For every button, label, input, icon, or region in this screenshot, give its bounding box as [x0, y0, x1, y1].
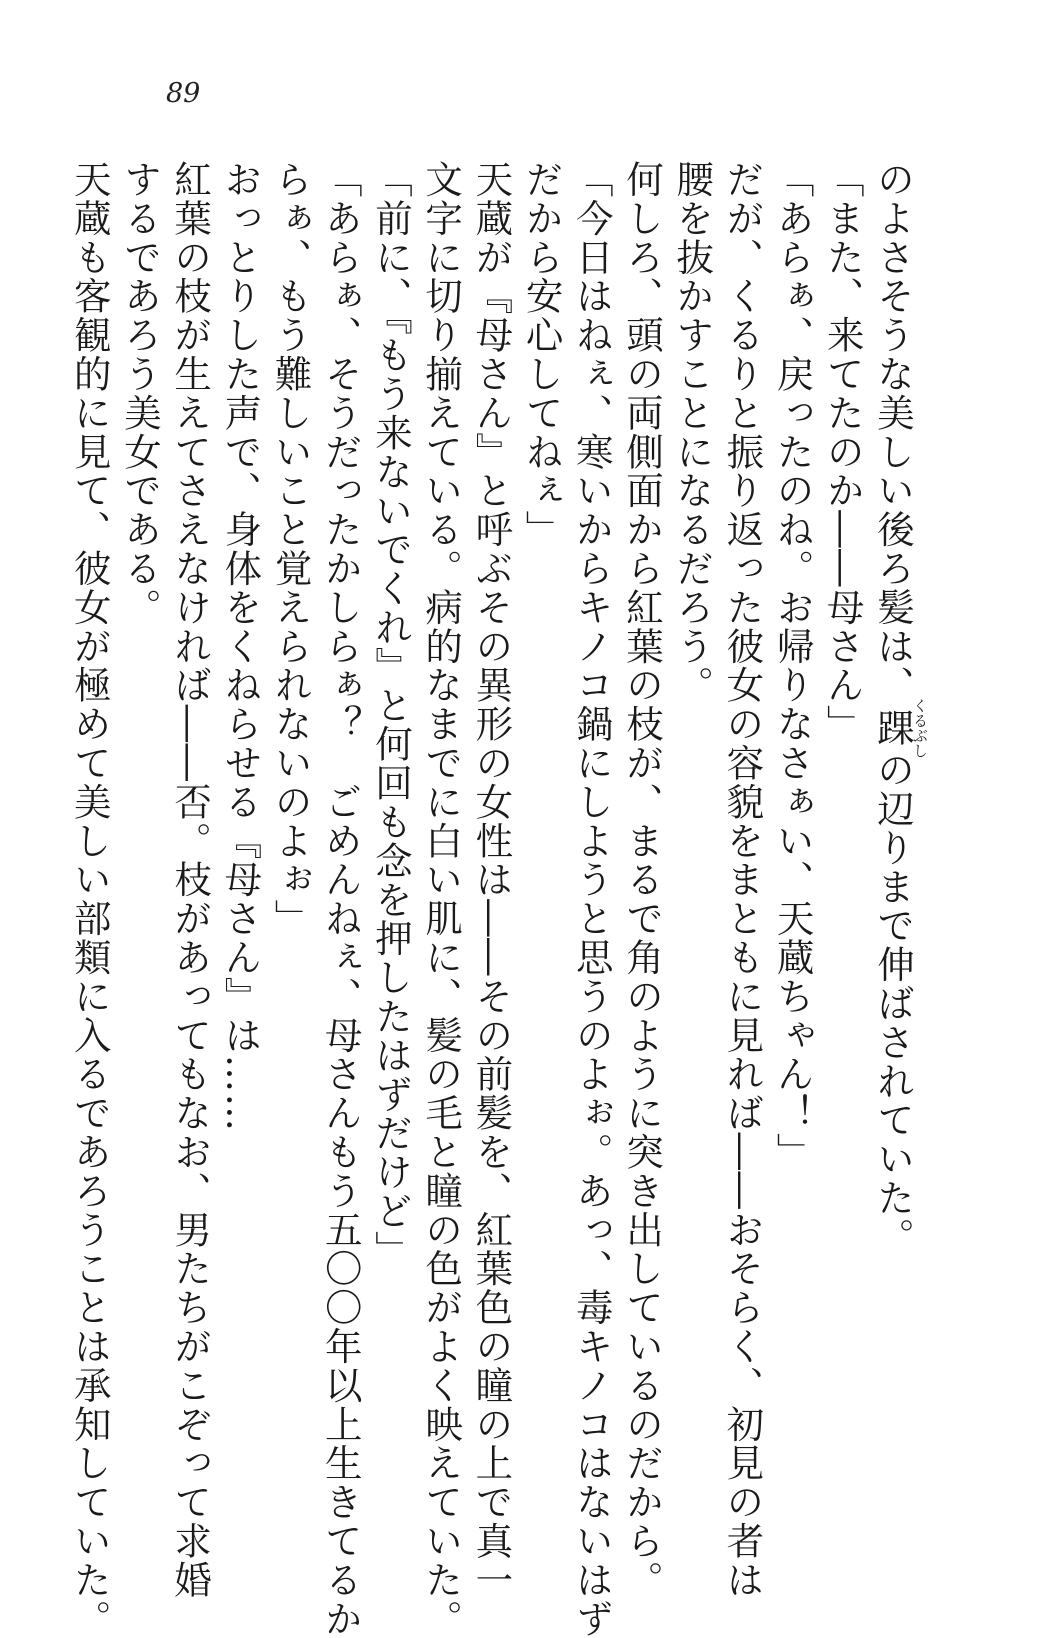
ruby-reading: くるぶし — [911, 697, 929, 758]
text-line-3: 「あらぁ、戻ったのね。お帰りなさぁい、天蔵ちゃん！」 — [770, 160, 815, 1172]
text-line-6: 何しろ、頭の両側面から紅葉の枝が、まるで角のように突き出しているのだから。 — [619, 160, 664, 1600]
page-number: 89 — [166, 78, 201, 109]
text-line-14: おっとりした声で、身体をくねらせる『母さん』は…… — [218, 160, 263, 1133]
text-line-9: 天蔵が『母さん』と呼ぶその異形の女性は――その前髪を、紅葉色の瞳の上で真一 — [469, 160, 514, 1600]
ruby-annotation — [871, 697, 929, 758]
text-segment: のよさそうな美しい後ろ髪は、 — [871, 160, 915, 705]
text-line-1 — [868, 160, 928, 1400]
text-segment: の辺りまで伸ばされていた。 — [871, 750, 915, 1257]
text-line-16: するであろう美女である。 — [117, 160, 162, 627]
ruby-base: 踝 — [871, 697, 915, 758]
vertical-text-body — [67, 160, 929, 1638]
text-line-12: 「あらぁ、そうだったかしらぁ？ ごめんねぇ、母さんもう五〇〇年以上生きてるか — [318, 160, 363, 1638]
text-line-10: 文字に切り揃えている。病的なまでに白い肌に、髪の毛と瞳の色がよく映えていた。 — [419, 160, 464, 1638]
text-line-15: 紅葉の枝が生えてさえなければ――否。枝があってもなお、男たちがこぞって求婚 — [168, 160, 213, 1600]
text-line-8: だから安心してねぇ」 — [519, 160, 564, 549]
text-line-11: 「前に、『もう来ないでくれ』と何回も念を押したはずだけど」 — [368, 160, 413, 1270]
text-line-7: 「今日はねぇ、寒いからキノコ鍋にしようと思うのよぉ。あっ、毒キノコはないはず — [569, 160, 614, 1638]
text-line-2: 「また、来てたのか――母さん」 — [820, 160, 865, 744]
text-line-17: 天蔵も客観的に見て、彼女が極めて美しい部類に入るであろうことは承知していた。 — [67, 160, 112, 1638]
text-line-13: らぁ、もう難しいこと覚えられないのよぉ」 — [268, 160, 313, 938]
text-line-5: 腰を抜かすことになるだろう。 — [670, 160, 715, 705]
text-line-4: だが、くるりと振り返った彼女の容貌をまともに見れば――おそらく、初見の者は — [720, 160, 765, 1600]
